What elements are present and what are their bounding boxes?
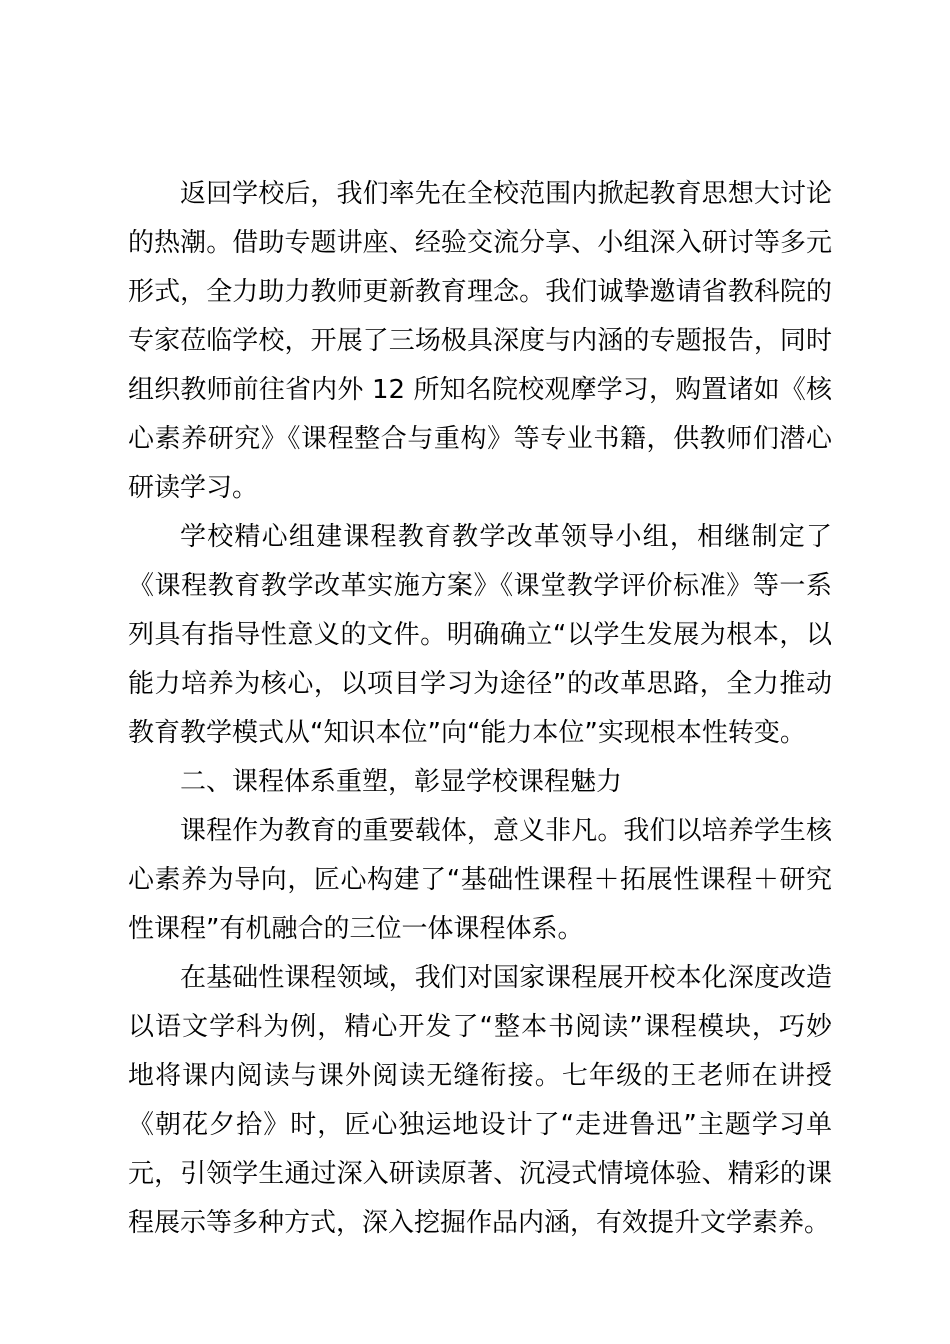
document-body bbox=[128, 170, 832, 1248]
paragraph-4-line-4: 《朝花夕拾》时，匠心独运地设计了“走进鲁迅”主题学习单 bbox=[128, 1110, 832, 1140]
paragraph-3-line-2: 心素养为导向，匠心构建了“基础性课程＋拓展性课程＋研究 bbox=[128, 865, 832, 895]
paragraph-4-line-2: 以语文学科为例，精心开发了“整本书阅读”课程模块，巧妙 bbox=[128, 1012, 832, 1042]
paragraph-3-line-1: 课程作为教育的重要载体，意义非凡。我们以培养学生核 bbox=[180, 816, 832, 846]
paragraph-2-line-4: 能力培养为核心，以项目学习为途径”的改革思路，全力推动 bbox=[128, 669, 832, 699]
paragraph-2-line-5: 教育教学模式从“知识本位”向“能力本位”实现根本性转变。 bbox=[128, 718, 806, 748]
paragraph-1-line-5: 组织教师前往省内外 12 所知名院校观摩学习，购置诸如《核 bbox=[128, 375, 832, 405]
paragraph-4-line-5: 元，引领学生通过深入研读原著、沉浸式情境体验、精彩的课 bbox=[128, 1159, 832, 1189]
paragraph-1-line-3: 形式，全力助力教师更新教育理念。我们诚挚邀请省教科院的 bbox=[128, 277, 832, 307]
paragraph-1-line-2: 的热潮。借助专题讲座、经验交流分享、小组深入研讨等多元 bbox=[128, 228, 832, 258]
paragraph-4-line-1: 在基础性课程领域，我们对国家课程展开校本化深度改造 bbox=[180, 963, 832, 993]
paragraph-2-line-1: 学校精心组建课程教育教学改革领导小组，相继制定了 bbox=[180, 522, 832, 552]
paragraph-1-line-7: 研读学习。 bbox=[128, 473, 259, 503]
paragraph-1-line-6: 心素养研究》《课程整合与重构》等专业书籍，供教师们潜心 bbox=[128, 424, 832, 454]
paragraph-1-line-4: 专家莅临学校，开展了三场极具深度与内涵的专题报告，同时 bbox=[128, 326, 832, 356]
paragraph-1-line-1: 返回学校后，我们率先在全校范围内掀起教育思想大讨论 bbox=[180, 179, 832, 209]
paragraph-3-line-3: 性课程”有机融合的三位一体课程体系。 bbox=[128, 914, 584, 944]
paragraph-2-line-3: 列具有指导性意义的文件。明确确立“以学生发展为根本，以 bbox=[128, 620, 832, 650]
paragraph-4-line-3: 地将课内阅读与课外阅读无缝衔接。七年级的王老师在讲授 bbox=[128, 1061, 832, 1091]
section-heading: 二、课程体系重塑，彰显学校课程魅力 bbox=[180, 767, 623, 797]
paragraph-2-line-2: 《课程教育教学改革实施方案》《课堂教学评价标准》等一系 bbox=[128, 571, 832, 601]
paragraph-4-line-6: 程展示等多种方式，深入挖掘作品内涵，有效提升文学素养。 bbox=[128, 1208, 831, 1238]
